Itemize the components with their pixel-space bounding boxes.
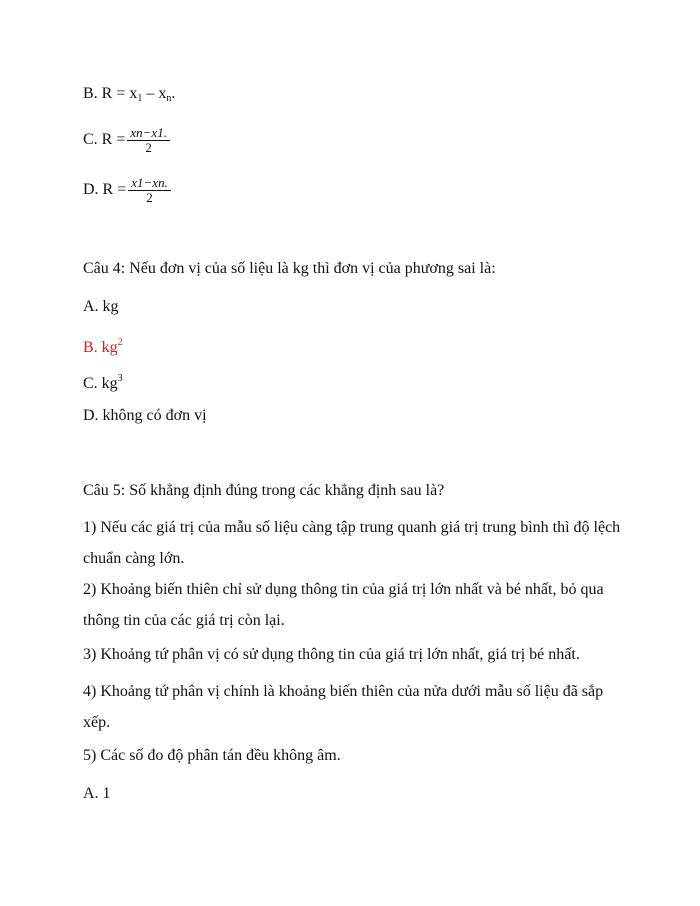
option-c-range-formula (83, 126, 170, 155)
option-c-fraction (127, 126, 170, 155)
question-5-prompt: Câu 5: Số khẳng định đúng trong các khẳng định sau là? (83, 482, 445, 499)
option-b-range-formula (83, 84, 175, 109)
superscript-2: 2 (117, 337, 123, 348)
option-c-label: C. R = (83, 131, 126, 149)
superscript-3: 3 (117, 373, 123, 384)
option-d-denominator: 2 (146, 190, 153, 205)
option-c-kg: C. kg (83, 375, 118, 392)
option-d-label: D. R = (83, 181, 127, 199)
option-b-kg: B. kg (83, 339, 118, 356)
option-c-numerator: xn−x1. (127, 126, 170, 141)
question-4-option-a: A. kg (83, 298, 119, 315)
question-5-option-a: A. 1 (83, 785, 111, 802)
question-4-option-b-answer (83, 333, 123, 358)
statement-1: 1) Nếu các giá trị của mẫu số liệu càng tập trung quanh giá trị trung bình thì độ lệch chuẩn càng lớn. (83, 519, 621, 567)
option-b-end: . (171, 85, 176, 102)
statement-5: 5) Các số đo độ phân tán đều không âm. (83, 747, 341, 764)
option-d-fraction (128, 176, 171, 205)
statement-3: 3) Khoảng tứ phân vị có sử dụng thông tin của giá trị lớn nhất, giá trị bé nhất. (83, 646, 580, 663)
statement-4: 4) Khoảng tứ phân vị chính là khoảng biến thiên của nửa dưới mẫu số liệu đã sắp xếp. (83, 683, 604, 731)
question-4-option-d: D. không có đơn vị (83, 407, 207, 424)
question-4-prompt: Câu 4: Nếu đơn vị của số liệu là kg thì đơn vị của phương sai là: (83, 260, 496, 277)
option-d-range-formula (83, 176, 171, 205)
option-d-numerator: x1−xn. (128, 176, 171, 191)
option-c-denominator: 2 (145, 140, 152, 155)
question-4-option-c (83, 369, 123, 394)
statement-2: 2) Khoảng biến thiên chỉ sử dụng thông tin của giá trị lớn nhất và bé nhất, bỏ qua thông tin của các giá trị còn lại. (83, 581, 604, 629)
subscript-n: n (166, 93, 172, 104)
option-b-mid: – x (142, 85, 167, 102)
subscript-1: 1 (137, 93, 143, 104)
option-b-text: B. R = x (83, 85, 138, 102)
